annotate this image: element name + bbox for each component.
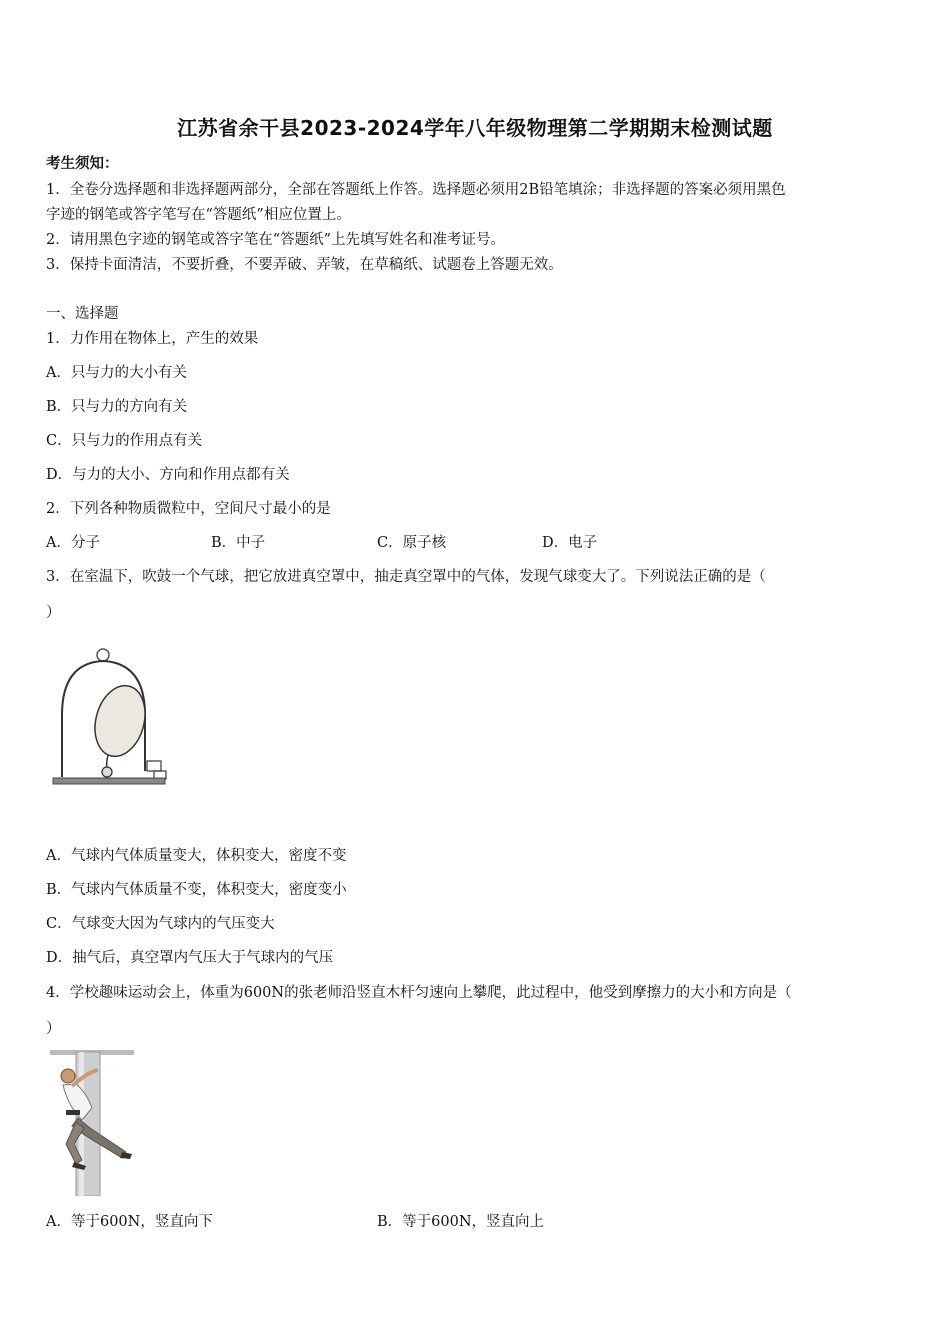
question-stem: 2．下列各种物质微粒中，空间尺寸最小的是: [46, 501, 331, 517]
question-stem-cont: ）: [46, 605, 61, 621]
option[interactable]: B．中子: [211, 535, 266, 551]
notice-item: 1．全卷分选择题和非选择题两部分，全部在答题纸上作答。选择题必须用2B铅笔填涂；非选择题的答案必须用黑色: [46, 182, 786, 198]
option[interactable]: A．分子: [46, 535, 100, 551]
option[interactable]: C．气球变大因为气球内的气压变大: [46, 916, 275, 932]
question-stem-cont: ）: [46, 1021, 61, 1037]
question-stem: 1．力作用在物体上，产生的效果: [46, 331, 259, 347]
notice-heading: 考生须知：: [46, 155, 119, 172]
option[interactable]: B．只与力的方向有关: [46, 399, 188, 415]
option[interactable]: D．电子: [542, 535, 598, 551]
option[interactable]: D．与力的大小、方向和作用点都有关: [46, 467, 290, 483]
option[interactable]: C．原子核: [377, 535, 447, 551]
option[interactable]: C．只与力的作用点有关: [46, 433, 203, 449]
question-stem: 3．在室温下，吹鼓一个气球，把它放进真空罩中，抽走真空罩中的气体，发现气球变大了。下列说法正确的是（: [46, 569, 766, 585]
option[interactable]: A．气球内气体质量变大，体积变大，密度不变: [46, 848, 347, 864]
option[interactable]: B．气球内气体质量不变，体积变大，密度变小: [46, 882, 347, 898]
notice-item: 字迹的钢笔或答字笔写在“答题纸”相应位置上。: [46, 207, 351, 223]
pole-climber-figure: [46, 1048, 138, 1196]
notice-item: 2．请用黑色字迹的钢笔或答字笔在“答题纸”上先填写姓名和准考证号。: [46, 232, 506, 248]
section-heading: 一、选择题: [46, 306, 119, 322]
page-title: 江苏省余干县2023-2024学年八年级物理第二学期期末检测试题: [177, 116, 773, 140]
vacuum-jar-balloon-figure: [50, 645, 175, 790]
option[interactable]: A．只与力的大小有关: [46, 365, 187, 381]
option[interactable]: D．抽气后，真空罩内气压大于气球内的气压: [46, 950, 334, 966]
option[interactable]: B．等于600N，竖直向上: [377, 1214, 545, 1230]
notice-item: 3．保持卡面清洁，不要折叠，不要弄破、弄皱，在草稿纸、试题卷上答题无效。: [46, 257, 563, 273]
option[interactable]: A．等于600N，竖直向下: [46, 1214, 213, 1230]
question-stem: 4．学校趣味运动会上，体重为600N的张老师沿竖直木杆匀速向上攀爬，此过程中，他受到摩擦力的大小和方向是（: [46, 985, 792, 1001]
